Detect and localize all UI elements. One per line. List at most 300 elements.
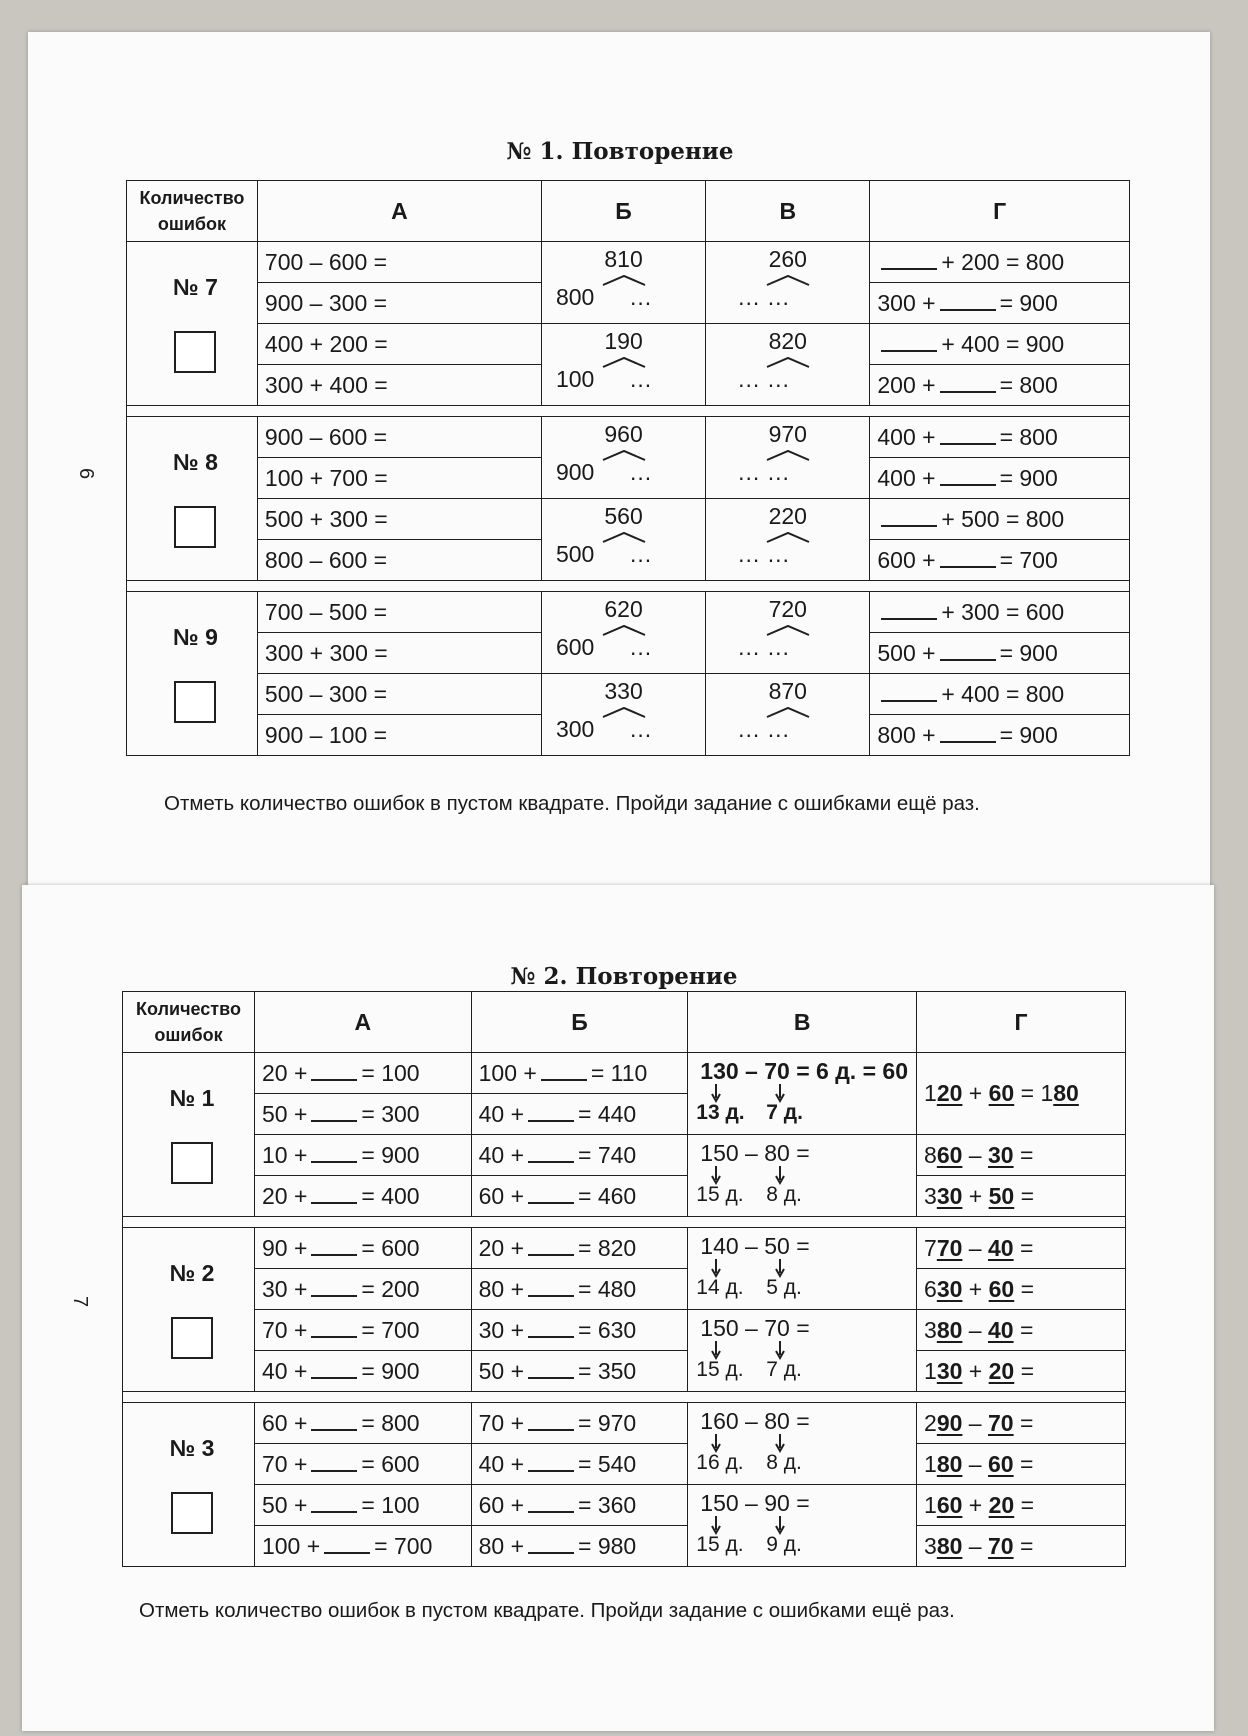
header-col-2: Б xyxy=(471,992,688,1053)
term: = 100 xyxy=(361,1059,420,1086)
decomp-number: 260 xyxy=(768,246,807,272)
subtraction-expression: 150 – 70 = xyxy=(700,1315,810,1341)
error-count-box[interactable] xyxy=(174,506,216,548)
answer-blank[interactable] xyxy=(881,250,937,270)
decomp-part: 500 xyxy=(555,541,595,567)
term: = 800 xyxy=(361,1409,420,1436)
answer-blank[interactable] xyxy=(940,548,996,568)
g-part: 80 xyxy=(936,1450,963,1477)
decomp-part-blank: ... ... xyxy=(738,459,790,485)
term: 50 + xyxy=(261,1100,308,1127)
col-g-equation xyxy=(870,242,1130,283)
task-1-note: Отметь количество ошибок в пустом квадрате. Пройди задание с ошибками ещё раз. xyxy=(164,792,980,815)
down-arrow-icon xyxy=(710,1433,722,1453)
term: = 970 xyxy=(578,1409,637,1436)
col-a-equation xyxy=(254,1176,471,1217)
g-term: + 300 = 600 xyxy=(941,598,1065,625)
group-number: № 9 xyxy=(173,624,218,650)
term: = 600 xyxy=(361,1450,420,1477)
col-b-equation xyxy=(471,1444,688,1485)
term: = 740 xyxy=(578,1141,637,1168)
term: 20 + xyxy=(478,1234,525,1261)
g-part: – xyxy=(962,1450,988,1477)
g-part: 30 xyxy=(936,1182,963,1209)
down-arrow-icon xyxy=(774,1515,786,1535)
col-g-expression xyxy=(917,1526,1126,1567)
answer-blank[interactable] xyxy=(311,1102,357,1122)
group-gap xyxy=(127,406,1130,417)
tens-count: 16 д. xyxy=(696,1451,744,1474)
g-part: 6 xyxy=(924,1275,937,1302)
down-arrow-icon xyxy=(710,1515,722,1535)
col-g-equation xyxy=(870,324,1130,365)
answer-blank[interactable] xyxy=(311,1318,357,1338)
answer-blank[interactable] xyxy=(528,1236,574,1256)
term: = 480 xyxy=(578,1275,637,1302)
col-a-equation xyxy=(254,1094,471,1135)
col-a-expression: 300 + 300 = xyxy=(257,633,541,674)
g-part: 90 xyxy=(936,1409,963,1436)
col-g-equation xyxy=(870,499,1130,540)
decomp-part-blank: ... xyxy=(629,634,653,660)
error-count-box[interactable] xyxy=(171,1142,213,1184)
g-part: – xyxy=(962,1409,988,1436)
col-b-decomposition xyxy=(541,674,705,756)
group-label xyxy=(123,1403,255,1567)
term: = 630 xyxy=(578,1316,637,1343)
table-row xyxy=(123,1351,1126,1392)
down-arrow-icon xyxy=(774,1083,786,1103)
col-v-decomposition xyxy=(706,674,870,756)
tens-count: 7 д. xyxy=(766,1358,802,1381)
col-g-expression xyxy=(917,1135,1126,1176)
tens-count: 9 д. xyxy=(766,1533,802,1556)
term: = 440 xyxy=(578,1100,637,1127)
subtraction-expression: 130 – 70 = 6 д. = 60 xyxy=(700,1058,908,1084)
answer-blank[interactable] xyxy=(940,466,996,486)
answer-blank[interactable] xyxy=(940,723,996,743)
group-label xyxy=(127,417,258,581)
col-g-expression xyxy=(917,1403,1126,1444)
answer-blank[interactable] xyxy=(881,682,937,702)
gap-cell xyxy=(127,406,1130,417)
term: = 350 xyxy=(578,1357,637,1384)
g-part: 50 xyxy=(988,1182,1015,1209)
group-gap xyxy=(127,581,1130,592)
g-part: 30 xyxy=(936,1275,963,1302)
table-row xyxy=(123,1228,1126,1269)
g-part: + xyxy=(962,1491,989,1518)
answer-blank[interactable] xyxy=(311,1143,357,1163)
term: 20 + xyxy=(261,1059,308,1086)
answer-blank[interactable] xyxy=(528,1359,574,1379)
gap-cell xyxy=(127,581,1130,592)
g-part: 1 xyxy=(924,1491,937,1518)
tens-count: 15 д. xyxy=(696,1183,744,1206)
task-2-table xyxy=(122,991,1126,1567)
col-g-equation xyxy=(870,674,1130,715)
task-1-table xyxy=(126,180,1130,756)
task-1-title: № 1. Повторение xyxy=(506,138,734,165)
term: 30 + xyxy=(478,1316,525,1343)
table-row xyxy=(127,499,1130,540)
term: 60 + xyxy=(478,1491,525,1518)
g-term: 200 + xyxy=(877,371,936,398)
answer-blank[interactable] xyxy=(940,291,996,311)
g-part: 8 xyxy=(924,1141,937,1168)
g-part: 2 xyxy=(924,1409,937,1436)
g-term: = 900 xyxy=(999,721,1058,748)
header-col-2: Б xyxy=(541,181,705,242)
col-v-subtraction xyxy=(688,1135,917,1217)
g-part: 70 xyxy=(936,1234,963,1261)
tens-count: 14 д. xyxy=(696,1276,744,1299)
decomp-number: 190 xyxy=(604,328,643,354)
decomp-part-blank: ... xyxy=(629,366,653,392)
table-row xyxy=(123,1526,1126,1567)
col-v-subtraction xyxy=(688,1053,917,1135)
col-a-expression: 700 – 500 = xyxy=(257,592,541,633)
col-g-equation xyxy=(870,592,1130,633)
col-a-equation xyxy=(254,1269,471,1310)
g-part: – xyxy=(962,1532,988,1559)
table-row xyxy=(123,1485,1126,1526)
term: = 460 xyxy=(578,1182,637,1209)
col-g-equation xyxy=(870,283,1130,324)
col-v-subtraction xyxy=(688,1485,917,1567)
header-row xyxy=(127,181,1130,242)
col-b-equation xyxy=(471,1526,688,1567)
g-part: = xyxy=(1013,1316,1034,1343)
term: = 200 xyxy=(361,1275,420,1302)
col-b-decomposition xyxy=(541,417,705,499)
col-g-expression xyxy=(917,1444,1126,1485)
tens-count: 15 д. xyxy=(696,1358,744,1381)
term: = 110 xyxy=(590,1059,648,1086)
g-part: 3 xyxy=(924,1532,937,1559)
decomp-part-blank: ... ... xyxy=(738,541,790,567)
answer-blank[interactable] xyxy=(528,1452,574,1472)
g-part: 1 xyxy=(924,1450,937,1477)
decomp-number: 870 xyxy=(768,678,807,704)
term: = 900 xyxy=(361,1357,420,1384)
g-part: = xyxy=(1013,1234,1034,1261)
decomp-number: 970 xyxy=(768,421,807,447)
g-term: 600 + xyxy=(877,546,936,573)
g-term: + 400 = 900 xyxy=(941,330,1065,357)
col-a-expression: 400 + 200 = xyxy=(257,324,541,365)
g-part: 60 xyxy=(936,1141,963,1168)
g-part: 70 xyxy=(988,1532,1014,1559)
decomp-number: 960 xyxy=(604,421,643,447)
answer-blank[interactable] xyxy=(940,425,996,445)
term: = 540 xyxy=(578,1450,637,1477)
decomp-part-blank: ... xyxy=(629,541,653,567)
answer-blank[interactable] xyxy=(528,1102,574,1122)
g-part: 7 xyxy=(924,1234,937,1261)
term: 40 + xyxy=(261,1357,308,1384)
answer-blank[interactable] xyxy=(311,1452,357,1472)
task-2-title: № 2. Повторение xyxy=(510,963,738,990)
header-col-4: Г xyxy=(917,992,1126,1053)
table-row xyxy=(123,1310,1126,1351)
decomp-part: 100 xyxy=(555,366,595,392)
term: 40 + xyxy=(478,1141,525,1168)
g-part: 80 xyxy=(936,1532,963,1559)
header-row xyxy=(123,992,1126,1053)
header-col-3: В xyxy=(706,181,870,242)
col-g-equation xyxy=(870,365,1130,406)
col-a-expression: 900 – 600 = xyxy=(257,417,541,458)
col-a-equation xyxy=(254,1053,471,1094)
g-part: = xyxy=(1013,1450,1034,1477)
term: 50 + xyxy=(478,1357,525,1384)
term: 70 + xyxy=(478,1409,525,1436)
page-top xyxy=(28,32,1210,887)
answer-blank[interactable] xyxy=(940,641,996,661)
group-number: № 3 xyxy=(169,1435,215,1461)
header-errors xyxy=(127,181,258,242)
col-a-expression: 100 + 700 = xyxy=(257,458,541,499)
answer-blank[interactable] xyxy=(528,1493,574,1513)
col-a-equation xyxy=(254,1403,471,1444)
term: = 400 xyxy=(361,1182,420,1209)
error-count-box[interactable] xyxy=(174,681,216,723)
table-row xyxy=(127,592,1130,633)
decomp-number: 720 xyxy=(768,596,807,622)
col-g-expression xyxy=(917,1485,1126,1526)
table-row xyxy=(127,674,1130,715)
decomp-number: 810 xyxy=(604,246,643,272)
g-part: – xyxy=(962,1316,988,1343)
decomp-part: 900 xyxy=(555,459,595,485)
decomp-number: 330 xyxy=(604,678,643,704)
table-row xyxy=(127,242,1130,283)
g-term: = 800 xyxy=(999,423,1058,450)
answer-blank[interactable] xyxy=(528,1534,574,1554)
task-2-note: Отметь количество ошибок в пустом квадрате. Пройди задание с ошибками ещё раз. xyxy=(139,1599,955,1622)
header-errors xyxy=(123,992,255,1053)
term: = 600 xyxy=(361,1234,420,1261)
col-v-subtraction xyxy=(688,1403,917,1485)
term: = 360 xyxy=(578,1491,637,1518)
down-arrow-icon xyxy=(774,1165,786,1185)
answer-blank[interactable] xyxy=(881,332,937,352)
answer-blank[interactable] xyxy=(528,1318,574,1338)
header-errors-text: ошибок xyxy=(157,214,227,234)
tens-count: 5 д. xyxy=(766,1276,802,1299)
down-arrow-icon xyxy=(710,1165,722,1185)
g-term: = 900 xyxy=(999,464,1058,491)
table-row xyxy=(127,324,1130,365)
g-part: 70 xyxy=(988,1409,1014,1436)
g-part: + xyxy=(962,1080,989,1106)
table-row xyxy=(123,1176,1126,1217)
term: 30 + xyxy=(261,1275,308,1302)
answer-blank[interactable] xyxy=(311,1061,357,1081)
group-number: № 7 xyxy=(173,274,218,300)
header-col-1: А xyxy=(254,992,471,1053)
term: 70 + xyxy=(261,1316,308,1343)
answer-blank[interactable] xyxy=(528,1184,574,1204)
g-part: = xyxy=(1014,1491,1035,1518)
g-term: = 700 xyxy=(999,546,1058,573)
down-arrow-icon xyxy=(710,1258,722,1278)
group-number: № 2 xyxy=(169,1260,215,1286)
header-errors-text: Количество xyxy=(139,188,245,208)
g-term: = 900 xyxy=(999,289,1058,316)
g-term: + 500 = 800 xyxy=(941,505,1065,532)
header-col-1: А xyxy=(257,181,541,242)
term: = 700 xyxy=(374,1532,433,1559)
col-g-expression xyxy=(917,1228,1126,1269)
g-term: = 900 xyxy=(999,639,1058,666)
down-arrow-icon xyxy=(710,1340,722,1360)
error-count-box[interactable] xyxy=(174,331,216,373)
term: 40 + xyxy=(478,1100,525,1127)
col-b-equation xyxy=(471,1351,688,1392)
error-count-box[interactable] xyxy=(171,1317,213,1359)
g-part: 3 xyxy=(924,1316,937,1343)
col-b-equation xyxy=(471,1310,688,1351)
page-number: 7 xyxy=(69,1295,92,1308)
answer-blank[interactable] xyxy=(311,1493,357,1513)
term: = 300 xyxy=(361,1100,420,1127)
answer-blank[interactable] xyxy=(324,1534,370,1554)
g-term: + 400 = 800 xyxy=(941,680,1065,707)
col-a-expression: 700 – 600 = xyxy=(257,242,541,283)
col-v-subtraction xyxy=(688,1228,917,1310)
g-term: 400 + xyxy=(877,423,936,450)
decomp-part-blank: ... ... xyxy=(738,634,790,660)
col-a-equation xyxy=(254,1444,471,1485)
gap-cell xyxy=(123,1392,1126,1403)
term: = 700 xyxy=(361,1316,420,1343)
g-part: 40 xyxy=(988,1316,1014,1343)
answer-blank[interactable] xyxy=(940,373,996,393)
col-g-equation xyxy=(870,458,1130,499)
group-number: № 8 xyxy=(173,449,218,475)
answer-blank[interactable] xyxy=(311,1411,357,1431)
answer-blank[interactable] xyxy=(311,1184,357,1204)
term: = 980 xyxy=(578,1532,637,1559)
g-part: + xyxy=(962,1275,989,1302)
g-term: 400 + xyxy=(877,464,936,491)
tens-count: 8 д. xyxy=(766,1451,802,1474)
col-a-equation xyxy=(254,1526,471,1567)
g-term: + 200 = 800 xyxy=(941,248,1065,275)
down-arrow-icon xyxy=(710,1083,722,1103)
term: 50 + xyxy=(261,1491,308,1518)
col-g-expression xyxy=(917,1176,1126,1217)
answer-blank[interactable] xyxy=(311,1359,357,1379)
term: = 820 xyxy=(578,1234,637,1261)
col-b-decomposition xyxy=(541,324,705,406)
col-a-expression: 500 + 300 = xyxy=(257,499,541,540)
g-part: = xyxy=(1014,1357,1035,1384)
answer-blank[interactable] xyxy=(311,1236,357,1256)
answer-blank[interactable] xyxy=(528,1411,574,1431)
table-row xyxy=(123,1135,1126,1176)
answer-blank[interactable] xyxy=(881,507,937,527)
g-part: – xyxy=(962,1234,988,1261)
g-part: 60 xyxy=(936,1491,963,1518)
term: 80 + xyxy=(478,1275,525,1302)
header-errors-text: Количество xyxy=(136,999,241,1019)
col-g-equation xyxy=(870,715,1130,756)
col-b-decomposition xyxy=(541,499,705,581)
decomp-part: 600 xyxy=(555,634,595,660)
group-gap xyxy=(123,1217,1126,1228)
term: 70 + xyxy=(261,1450,308,1477)
term: 40 + xyxy=(478,1450,525,1477)
tens-count: 13 д. xyxy=(696,1101,745,1124)
col-g-expression xyxy=(917,1351,1126,1392)
term: 100 + xyxy=(261,1532,321,1559)
col-g-expression xyxy=(917,1310,1126,1351)
decomp-number: 620 xyxy=(604,596,643,622)
g-term: 300 + xyxy=(877,289,936,316)
table-row xyxy=(123,1444,1126,1485)
answer-blank[interactable] xyxy=(528,1143,574,1163)
col-a-expression: 900 – 100 = xyxy=(257,715,541,756)
term: 100 + xyxy=(478,1059,537,1086)
tens-count: 7 д. xyxy=(766,1101,803,1124)
col-a-expression: 500 – 300 = xyxy=(257,674,541,715)
col-b-decomposition xyxy=(541,242,705,324)
error-count-box[interactable] xyxy=(171,1492,213,1534)
term: 60 + xyxy=(478,1182,525,1209)
g-part: 60 xyxy=(988,1450,1014,1477)
g-part: 80 xyxy=(936,1316,963,1343)
col-v-decomposition xyxy=(706,324,870,406)
col-v-decomposition xyxy=(706,417,870,499)
g-part: – xyxy=(962,1141,988,1168)
answer-blank[interactable] xyxy=(881,600,937,620)
col-b-equation xyxy=(471,1135,688,1176)
g-part: = xyxy=(1014,1275,1035,1302)
answer-blank[interactable] xyxy=(528,1277,574,1297)
col-b-equation xyxy=(471,1228,688,1269)
answer-blank[interactable] xyxy=(541,1061,587,1081)
g-part: = 1 xyxy=(1014,1080,1054,1106)
col-g-expression xyxy=(917,1053,1126,1135)
g-term: 500 + xyxy=(877,639,936,666)
col-g-expression xyxy=(917,1269,1126,1310)
decomp-number: 560 xyxy=(604,503,643,529)
col-b-decomposition xyxy=(541,592,705,674)
g-part: = xyxy=(1013,1532,1034,1559)
g-part: 1 xyxy=(924,1357,937,1384)
col-g-equation xyxy=(870,633,1130,674)
tens-count: 8 д. xyxy=(766,1183,802,1206)
group-label xyxy=(127,242,258,406)
decomp-part: 300 xyxy=(555,716,595,742)
term: 90 + xyxy=(261,1234,308,1261)
tens-count: 15 д. xyxy=(696,1533,744,1556)
header-col-3: В xyxy=(688,992,917,1053)
header-col-4: Г xyxy=(870,181,1130,242)
decomp-part-blank: ... ... xyxy=(738,284,790,310)
g-part: 3 xyxy=(924,1182,937,1209)
g-part: 20 xyxy=(988,1357,1015,1384)
g-term: 800 + xyxy=(877,721,936,748)
answer-blank[interactable] xyxy=(311,1277,357,1297)
col-a-equation xyxy=(254,1485,471,1526)
g-part: 60 xyxy=(988,1275,1015,1302)
group-label xyxy=(123,1228,255,1392)
g-part: = xyxy=(1014,1182,1035,1209)
